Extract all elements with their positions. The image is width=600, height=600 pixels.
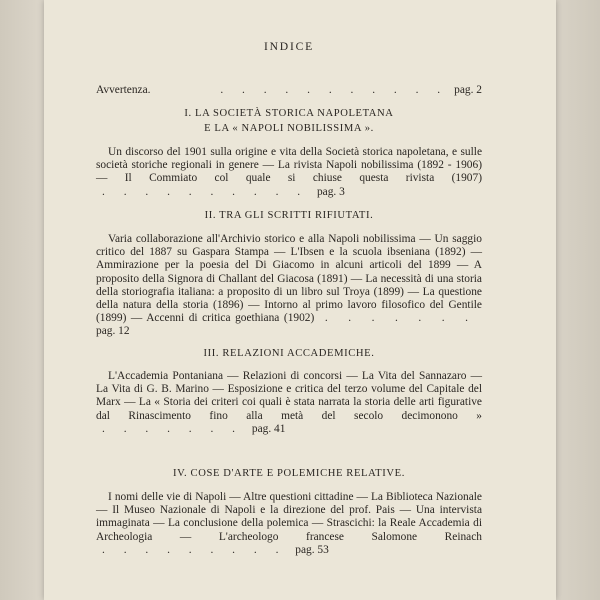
section-heading-4: IV. COSE D'ARTE E POLEMICHE RELATIVE. (173, 468, 405, 479)
page-number: pag. 2 (454, 84, 482, 96)
entry-label: Avvertenza. (96, 84, 151, 96)
toc-entry-avvertenza (96, 84, 482, 97)
leader-dots: . . . . . . . . . . . (220, 84, 449, 96)
page-number: pag. 3 (316, 185, 345, 198)
leader-dots: . . . . . . . (324, 312, 476, 325)
background-right (556, 0, 600, 600)
background-left (0, 0, 44, 600)
section-text-2: Varia collaborazione all'Archivio storico e alla Napoli nobilissima — Un saggio critico del 1887 su Gaspara Stampa — L'Ibsen e la scuola ibseniana (1892) — Ammirazione per la poesia del Di Giacomo in alcuni articoli del 1899 — A proposito della Signora di Challant del Giacosa (1891) — La necessità di una storia della storiografia italiana: a proposito di un libro sul Troya (1899) — La questione della natura della storia (1896) — Intorno al primo lavoro filosofico del Gentile (1899) — Accenni di critica goethiana (1902) . . . . . . . pag. 12 (96, 233, 482, 338)
leader-dots: . . . . . . . (102, 422, 244, 435)
page-title: INDICE (263, 40, 315, 53)
section-heading-1: I. LA SOCIETÀ STORICA NAPOLETANA E LA « NAPOLI NOBILISSIMA ». (184, 108, 394, 134)
leader-dots: . . . . . . . . . (102, 543, 287, 556)
page-number: pag. 41 (251, 422, 286, 435)
section-text-4: I nomi delle vie di Napoli — Altre questioni cittadine — La Biblioteca Nazionale — Il Museo Nazionale di Napoli e la direzione del prof. Pais — Una intervista immaginata — La conclusione della polemica — Strascichi: la Reale Accademia di Archeologia — L'archeologo francese Salomone Reinach . . . . . . . . . pag. 53 (96, 491, 482, 556)
page-number: pag. 53 (295, 543, 329, 556)
leader-dots: . . . . . . . . . . (102, 185, 309, 198)
section-text-1: Un discorso del 1901 sulla origine e vita della Società storica napoletana, e sulle società storiche regionali in genere — La rivista Napoli nobilissima (1892 - 1906) — Il Commiato col quale si chiuse questa rivista (1907) . . . . . . . . . . pag. 3 (96, 146, 482, 198)
section-heading-3: III. RELAZIONI ACCADEMICHE. (203, 348, 375, 359)
page-number: pag. 12 (96, 325, 130, 338)
section-text-3: L'Accademia Pontaniana — Relazioni di concorsi — La Vita del Sannazaro — La Vita di G. B. Marino — Esposizione e critica del terzo volume del Capitale del Marx — La « Storia dei criteri coi quali è stata narrata la storia delle arti figurative dal Rinascimento fino alla metà del secolo decimonono » . . . . . . . pag. 41 (96, 370, 482, 435)
section-heading-2: II. TRA GLI SCRITTI RIFIUTATI. (204, 210, 374, 221)
